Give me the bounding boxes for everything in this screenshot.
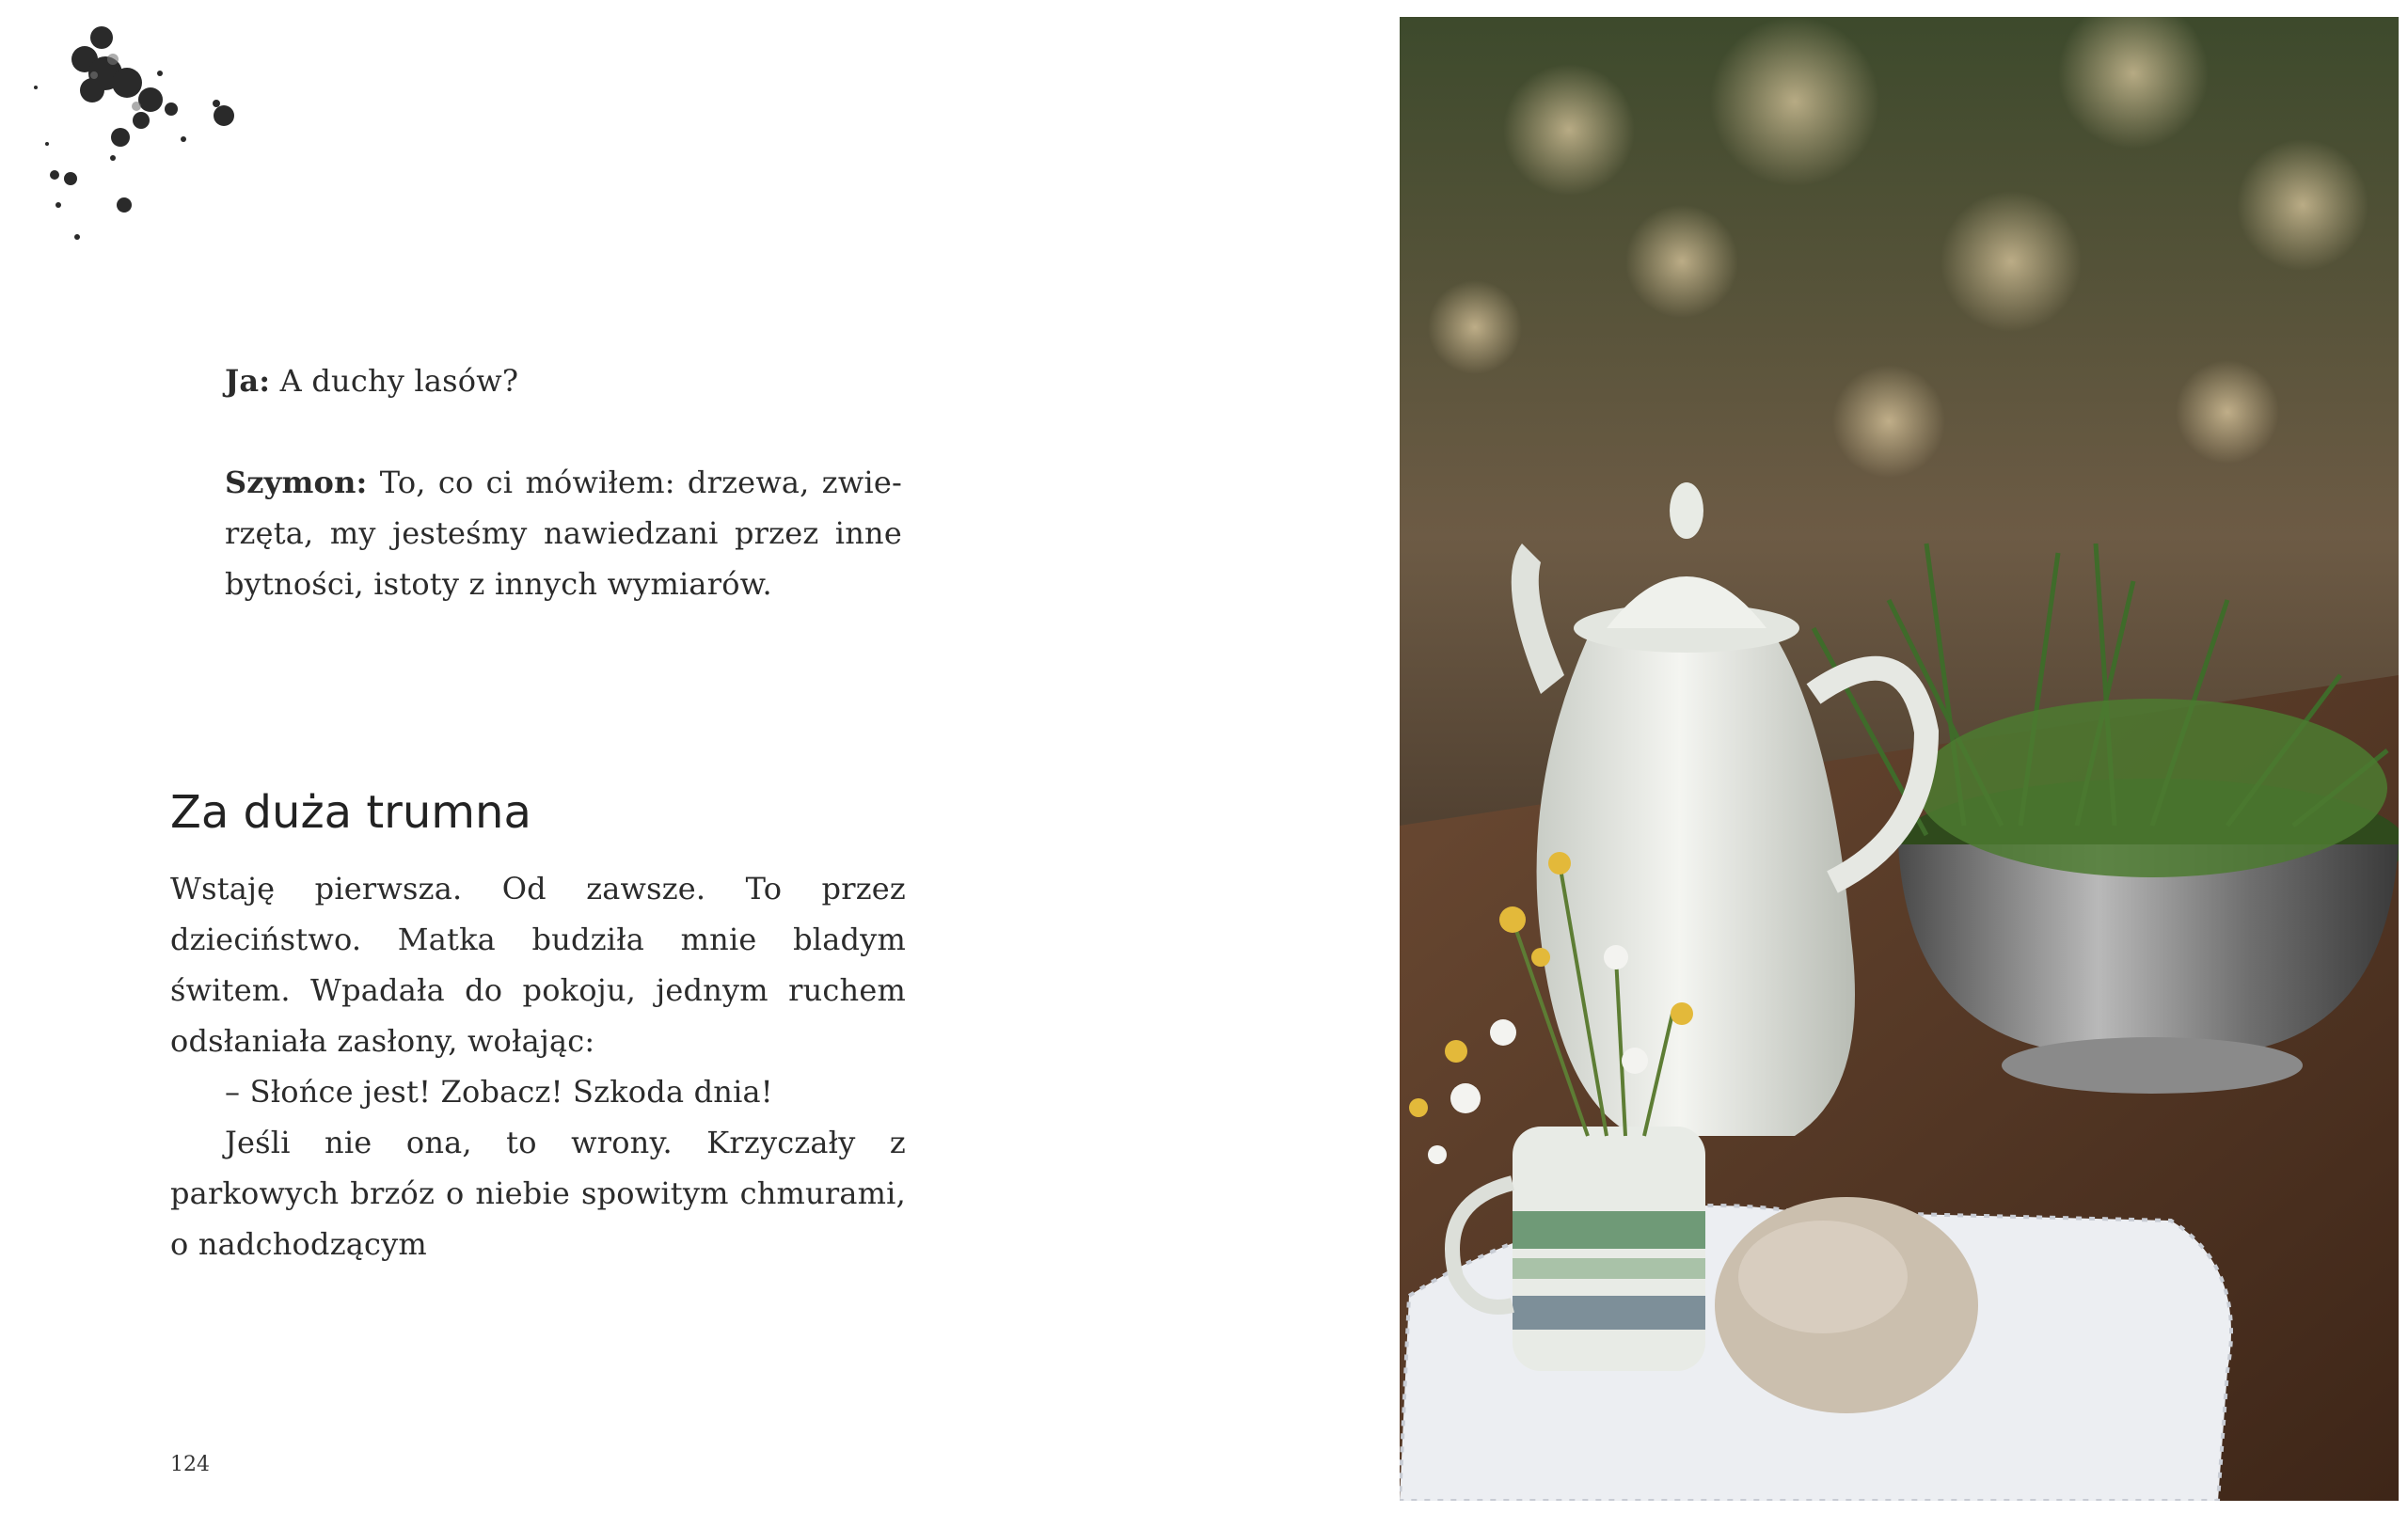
stone [1715, 1197, 1978, 1413]
dialogue-text: A duchy lasów? [279, 363, 519, 399]
dialogue-line [225, 457, 902, 609]
speaker-label: Ja: [225, 363, 271, 399]
ink-splatter-icon [19, 17, 245, 252]
section-heading: Za duża trumna [170, 785, 531, 839]
still-life-photo [1400, 17, 2399, 1501]
paragraph: Wstaję pierwsza. Od zawsze. To przez dzieciństwo. Matka budziła mnie bladym świtem. Wpadała do pokoju, jednym ruchem odsłaniała zasłony, wołając: [170, 871, 906, 1059]
dialogue-line [225, 355, 902, 406]
paragraph: – Słońce jest! Zobacz! Szkoda dnia! [225, 1074, 773, 1110]
paragraph: Jeśli nie ona, to wrony. Krzyczały z parkowych brzóz o niebie spowitym chmurami, o nadchodzącym [170, 1125, 906, 1262]
dialogue-text: To, co ci mówiłem: drzewa, zwie-rzęta, my jesteśmy nawiedzani przez inne bytności, istoty z innych wymiarów. [225, 465, 902, 602]
page-number: 124 [170, 1453, 210, 1476]
body-text [170, 863, 906, 1269]
speaker-label: Szymon: [225, 465, 368, 500]
